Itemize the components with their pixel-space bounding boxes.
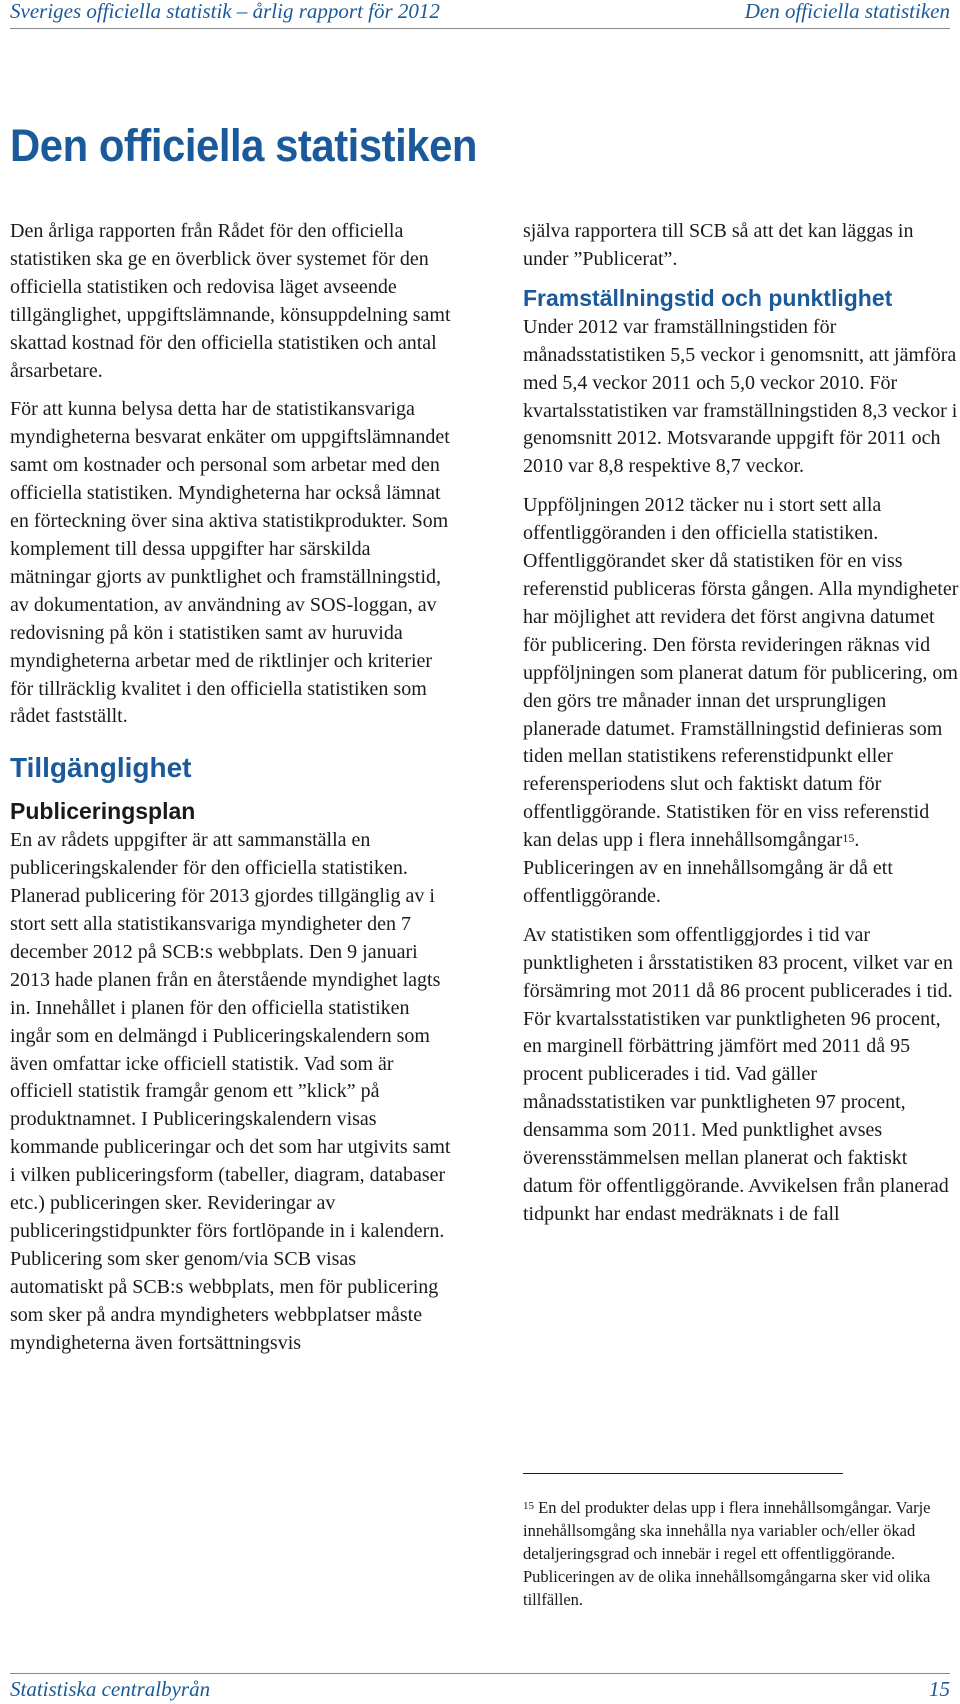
follow-up-paragraph [523,492,959,911]
follow-up-text-b: . Publiceringen av en innehållsomgång är då ett offentliggörande. [523,829,893,907]
sub-heading-framstallningstid: Framställningstid och punktlighet [523,284,893,311]
footnote [523,1497,959,1612]
continued-paragraph: själva rapportera till SCB så att det kan läggas in under ”Publicerat”. [523,220,914,270]
footer-publisher: Statistiska centralbyrån [10,1677,211,1701]
punctuality-paragraph: Av statistiken som offentliggjordes i tid var punktligheten i årsstatistiken 83 procent, vilket var en försämring mot 2011 då 86 procent publicerades i tid. För kvartalsstatistiken var punktligheten 96 procent, en marginell förbättring jämfört med 2011 då 95 procent publicerades i tid. Vad gäller månadsstatistiken var punktligheten 97 procent, densamma som 2011. Med punktlighet avses överensstämmelsen mellan planerat och faktiskt datum för offentliggörande. Avvikelsen från planerad tidpunkt har endast medräknats i de fall [523,923,953,1225]
header-chapter-title: Den officiella statistiken [744,0,950,23]
page-number: 15 [929,1677,950,1701]
footnote-divider [523,1473,843,1474]
left-column [10,218,452,1369]
right-column [523,218,959,1240]
publication-plan-paragraph: En av rådets uppgifter är att sammanställa en publiceringskalender för den officiella statistiken. Planerad publicering för 2013 gjordes tillgänglig av i stort sett alla statistikansvariga myndigheter den 7 december 2012 på SCB:s webbplats. Den 9 januari 2013 hade planen från en återstående myndighet lagts in. Innehållet i planen för den officiella statistiken ingår som en delmängd i Publiceringskalendern som även omfattar icke officiell statistik. Vad som är officiell statistik framgår genom ett ”klick” på produktnamnet. I Publiceringskalendern visas kommande publiceringar och det som har utgivits samt i vilken publiceringsform (tabeller, diagram, databaser etc.) publiceringen sker. Revideringar av publiceringstidpunkter förs fortlöpande in i kalendern. Publicering som sker genom/via SCB visas automatiskt på SCB:s webbplats, men för publicering som sker på andra myndigheters webbplatser måste myndigheterna även fortsättningsvis [10,829,451,1354]
header-publication-title: Sveriges officiella statistik – årlig rapport för 2012 [10,0,440,23]
footnote-number: 15 [523,1500,534,1512]
method-paragraph: För att kunna belysa detta har de statistikansvariga myndigheterna besvarat enkäter om uppgiftslämnandet samt om kostnader och personal som arbetar med den officiella statistiken. Myndigheterna har också lämnat en förteckning över sina aktiva statistikprodukter. Som komplement till dessa uppgifter har särskilda mätningar gjorts av punktlighet och framställningstid, av dokumentation, av användning av SOS-loggan, av redovisning på kön i statistiken samt av huruvida myndigheterna arbetar med de riktlinjer och kriterier för tillräcklig kvalitet i den officiella statistiken som rådet fastställt. [10,398,450,728]
page-title: Den officiella statistiken [10,120,478,171]
running-footer [10,1673,950,1704]
running-header [10,0,950,29]
follow-up-text-a: Uppföljningen 2012 täcker nu i stort sett alla offentliggöranden i den officiella statistiken. Offentliggörandet sker då statistiken för en viss referenstid publiceras första gången. Alla myndigheter har möjlighet att revidera det först angivna datumet för publicering. Den första revideringen räknas vid uppföljningen som planerat datum för publicering, om den görs tre månader innan det ursprungligen planerade datumet. Framställningstid definieras som tiden mellan statistikens referenstidpunkt eller referensperiodens slut och faktiskt datum för offentliggörande. Statistiken för en viss referenstid kan delas upp i flera innehållsomgångar [523,494,959,852]
footnote-text: En del produkter delas upp i flera innehållsomgångar. Varje innehållsomgång ska innehålla nya variabler och/eller ökad detaljeringsgrad och innebär i regel ett offentliggörande. Publiceringen av de olika innehållsomgångarna sker vid olika tillfällen. [523,1498,931,1609]
production-time-paragraph: Under 2012 var framställningstiden för månadsstatistiken 5,5 veckor i genomsnitt, att jämföra med 5,4 veckor 2011 och 5,0 veckor 2010. För kvartalsstatistiken var framställningstiden 8,3 veckor i genomsnitt 2012. Motsvarande uppgift för 2011 och 2010 var 8,8 respektive 8,7 veckor. [523,315,958,478]
sub-heading-publiceringsplan: Publiceringsplan [10,798,196,825]
section-heading-tillganglighet: Tillgänglighet [10,752,192,784]
footnote-reference[interactable]: 15 [842,831,855,846]
intro-paragraph: Den årliga rapporten från Rådet för den officiella statistiken ska ge en överblick över systemet för den officiella statistiken och redovisa läget avseende tillgänglighet, uppgiftslämnande, könsuppdelning samt skattad kostnad för den officiella statistiken och antal årsarbetare. [10,220,451,382]
